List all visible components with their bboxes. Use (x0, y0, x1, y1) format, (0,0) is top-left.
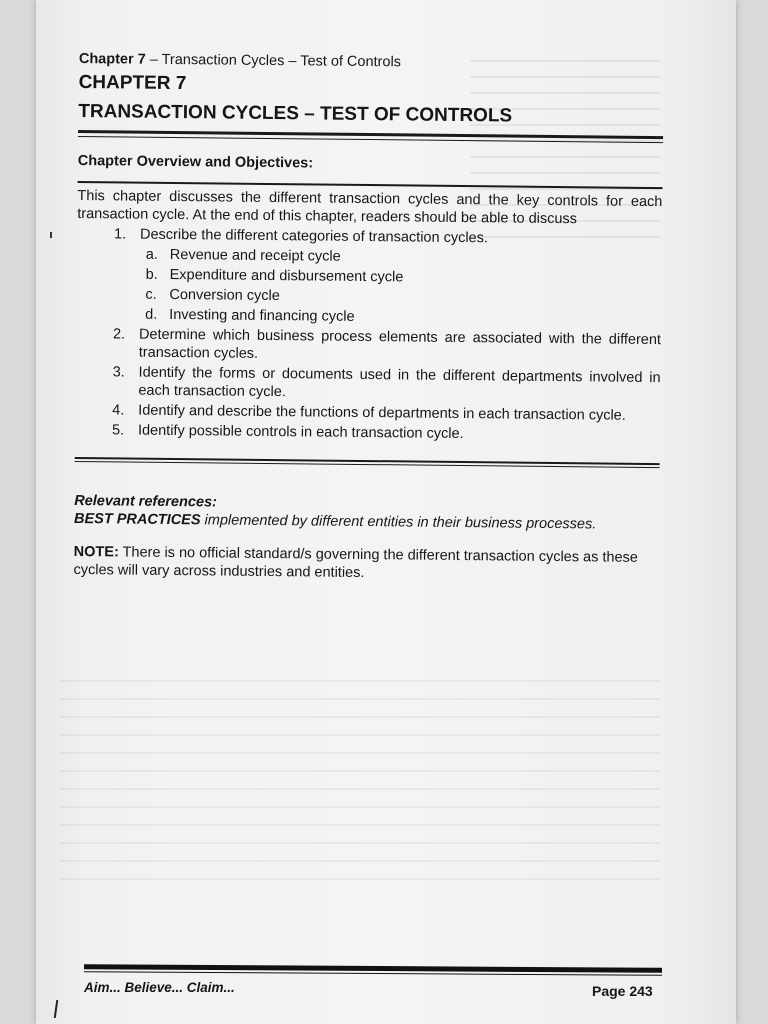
margin-mark (50, 232, 52, 238)
references-rest: implemented by different entities in their business processes. (200, 512, 597, 533)
sub-item-letter: a. (145, 246, 159, 263)
chapter-number: CHAPTER 7 (78, 71, 187, 95)
objective-item (112, 421, 660, 445)
note-text: There is no official standard/s governing the different transaction cycles as these cycles will vary across industries and entities. (73, 544, 638, 582)
objective-number: 5. (111, 422, 125, 439)
objective-text: Identify possible controls in each transaction cycle. (137, 422, 464, 443)
objective-item (112, 363, 660, 405)
note-paragraph (73, 543, 658, 585)
objective-number: 4. (112, 402, 125, 419)
references-heading: Relevant references: (74, 492, 218, 511)
sub-item-text: Conversion cycle (169, 286, 280, 305)
references-bold: BEST PRACTICES (73, 510, 201, 529)
footer-motto: Aim... Believe... Claim... (84, 980, 235, 995)
chapter-title: TRANSACTION CYCLES – TEST OF CONTROLS (78, 100, 513, 127)
show-through-text (60, 680, 660, 880)
objective-text: Identify the forms or documents used in the different departments involved in each transaction cycle. (138, 364, 661, 401)
sub-item-letter: c. (145, 286, 157, 303)
sub-item-text: Revenue and receipt cycle (169, 246, 341, 265)
objective-text: Describe the different categories of transaction cycles. (139, 226, 489, 247)
sub-item-text: Investing and financing cycle (169, 306, 355, 325)
running-head-title: – Transaction Cycles – Test of Controls (145, 51, 402, 71)
objective-text: Identify and describe the functions of departments in each transaction cycle. (138, 402, 626, 424)
overview-heading: Chapter Overview and Objectives: (77, 152, 314, 172)
running-head-chapter: Chapter 7 (78, 50, 146, 68)
cycle-categories-list (139, 246, 662, 329)
objective-item (113, 325, 661, 367)
page-number: Page 243 (592, 983, 653, 999)
page-content (73, 48, 664, 585)
note-label: NOTE: (73, 543, 119, 561)
sub-item-letter: d. (145, 306, 158, 323)
objective-number: 1. (113, 226, 127, 243)
sub-item-letter: b. (145, 266, 158, 283)
objective-text: Determine which business process elements are associated with the different transaction cycles. (138, 326, 662, 362)
objective-item (113, 225, 662, 329)
objective-number: 3. (112, 364, 125, 381)
objectives-list (75, 225, 662, 445)
objective-number: 2. (112, 326, 126, 343)
sub-item-text: Expenditure and disbursement cycle (169, 266, 404, 286)
overview-intro: This chapter discusses the different transaction cycles and the key controls for each transaction cycle. At the end of this chapter, readers should be able to discuss (77, 187, 663, 228)
